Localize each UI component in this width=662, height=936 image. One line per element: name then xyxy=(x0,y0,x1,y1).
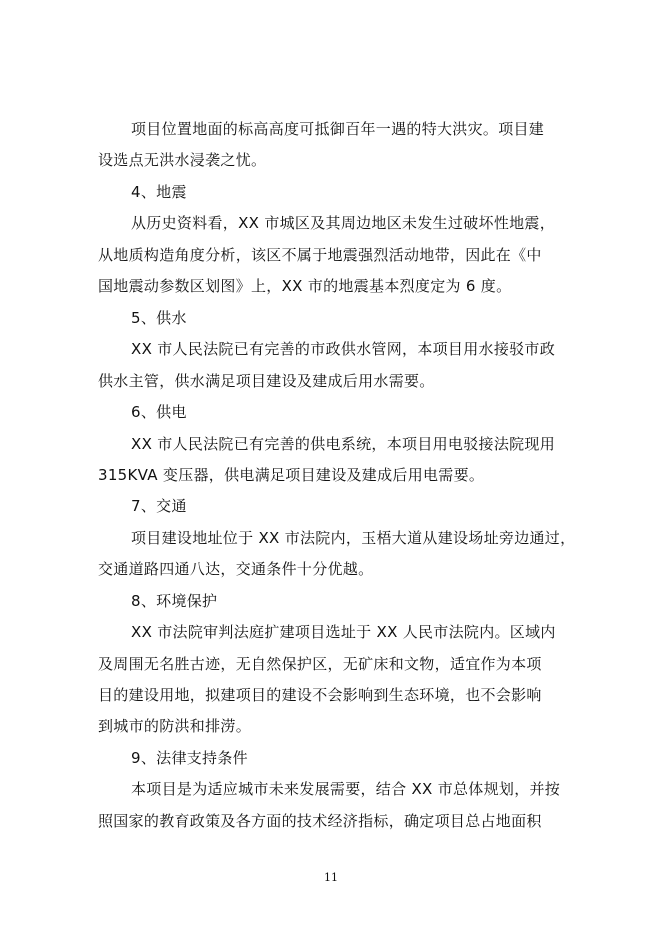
paragraph-line: 供水主管，供水满足项目建设及建成后用水需要。 xyxy=(98,372,435,390)
paragraph-line: 照国家的教育政策及各方面的技术经济指标，确定项目总占地面积 xyxy=(98,812,542,830)
paragraph-line: 设选点无洪水浸袭之忧。 xyxy=(98,151,267,169)
paragraph-line: 项目位置地面的标高高度可抵御百年一遇的特大洪灾。项目建 xyxy=(131,120,545,138)
section-heading-power-supply: 6、供电 xyxy=(131,403,187,421)
section-heading-earthquake: 4、地震 xyxy=(131,183,187,201)
paragraph-line: 从地质构造角度分析，该区不属于地震强烈活动地带，因此在《中 xyxy=(98,246,542,264)
page-number: 11 xyxy=(324,871,338,884)
paragraph-line: 到城市的防洪和排涝。 xyxy=(98,717,252,735)
paragraph-line: 交通道路四通八达，交通条件十分优越。 xyxy=(98,560,374,578)
paragraph-line: 从历史资料看，XX 市城区及其周边地区未发生过破坏性地震， xyxy=(131,214,556,232)
paragraph-line: XX 市人民法院已有完善的市政供水管网，本项目用水接驳市政 xyxy=(131,340,556,358)
section-heading-water-supply: 5、供水 xyxy=(131,309,187,327)
section-heading-environment: 8、环境保护 xyxy=(131,592,218,610)
section-heading-legal-support: 9、法律支持条件 xyxy=(131,749,248,767)
paragraph-line: 本项目是为适应城市未来发展需要，结合 XX 市总体规划，并按 xyxy=(131,780,561,798)
paragraph-line: 目的建设用地，拟建项目的建设不会影响到生态环境，也不会影响 xyxy=(98,686,542,704)
paragraph-line: 项目建设地址位于 XX 市法院内，玉梧大道从建设场址旁边通过， xyxy=(131,529,576,547)
paragraph-line: XX 市法院审判法庭扩建项目选址于 XX 人民市法院内。区域内 xyxy=(131,623,556,641)
paragraph-line: 国地震动参数区划图》上，XX 市的地震基本烈度定为 6 度。 xyxy=(98,277,512,295)
section-heading-traffic: 7、交通 xyxy=(131,497,187,515)
paragraph-line: 及周围无名胜古迹，无自然保护区，无矿床和文物，适宜作为本项 xyxy=(98,655,542,673)
paragraph-line: 315KVA 变压器，供电满足项目建设及建成后用电需要。 xyxy=(98,466,485,484)
paragraph-line: XX 市人民法院已有完善的供电系统，本项目用电驳接法院现用 xyxy=(131,435,556,453)
